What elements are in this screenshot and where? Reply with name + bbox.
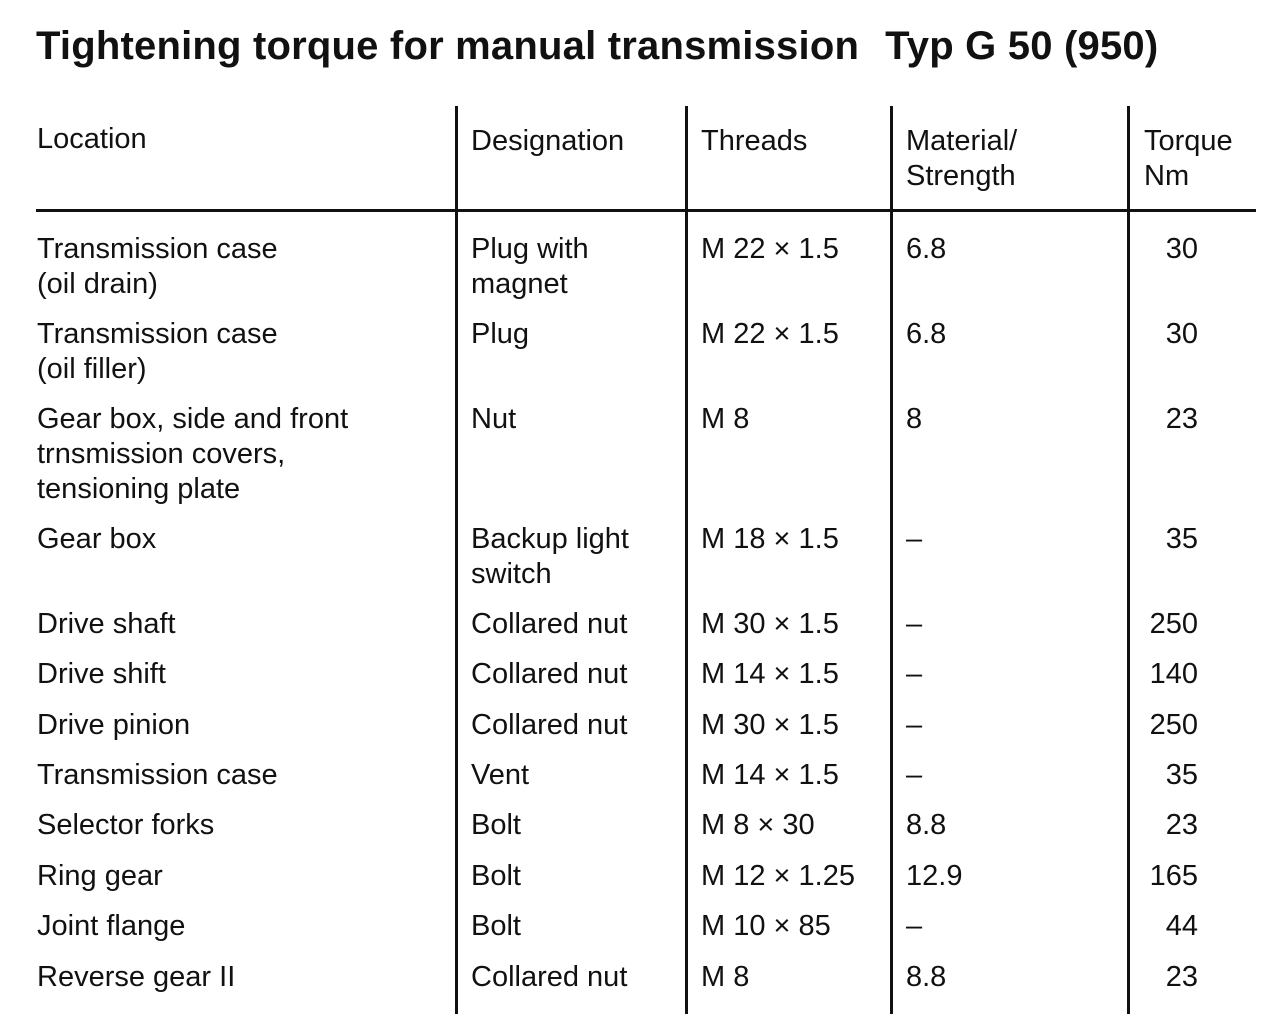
header-rule [36, 209, 1256, 212]
cell-location: Selector forks [37, 809, 215, 841]
title-main: Tightening torque for manual transmission [36, 24, 860, 68]
cell-threads: M 14 × 1.5 [701, 658, 839, 690]
column-divider [890, 106, 893, 1014]
cell-designation: Plug with magnet [471, 233, 589, 300]
column-divider [455, 106, 458, 1014]
cell-location: Drive shift [37, 658, 166, 690]
cell-torque: 30 [1165, 318, 1198, 350]
cell-location: Transmission case (oil filler) [37, 318, 278, 385]
cell-threads: M 30 × 1.5 [701, 709, 839, 741]
cell-material: – [906, 523, 923, 555]
cell-location: Gear box [37, 523, 157, 555]
cell-location: Drive shaft [37, 608, 176, 640]
cell-torque: 35 [1165, 523, 1198, 555]
cell-designation: Bolt [471, 910, 521, 942]
cell-torque: 250 [1149, 709, 1198, 741]
cell-torque: 250 [1149, 608, 1198, 640]
cell-threads: M 8 × 30 [701, 809, 815, 841]
cell-threads: M 10 × 85 [701, 910, 831, 942]
cell-threads: M 30 × 1.5 [701, 608, 839, 640]
page-title [36, 24, 1158, 69]
cell-threads: M 12 × 1.25 [701, 860, 855, 892]
column-divider [1127, 106, 1130, 1014]
cell-location: Gear box, side and front trnsmission covers, tensioning plate [37, 403, 349, 505]
column-divider [685, 106, 688, 1014]
cell-threads: M 8 [701, 403, 750, 435]
cell-designation: Bolt [471, 860, 521, 892]
cell-torque: 140 [1149, 658, 1198, 690]
cell-material: 8.8 [906, 961, 947, 993]
header-location: Location [37, 123, 147, 155]
cell-threads: M 14 × 1.5 [701, 759, 839, 791]
cell-designation: Collared nut [471, 608, 628, 640]
cell-designation: Backup light switch [471, 523, 629, 590]
cell-torque: 23 [1165, 403, 1198, 435]
cell-designation: Collared nut [471, 709, 628, 741]
cell-designation: Vent [471, 759, 530, 791]
cell-designation: Nut [471, 403, 517, 435]
cell-torque: 35 [1165, 759, 1198, 791]
cell-torque: 30 [1165, 233, 1198, 265]
cell-designation: Bolt [471, 809, 521, 841]
cell-location: Transmission case [37, 759, 278, 791]
cell-location: Joint flange [37, 910, 186, 942]
cell-threads: M 18 × 1.5 [701, 523, 839, 555]
cell-designation: Collared nut [471, 961, 628, 993]
cell-material: 12.9 [906, 860, 963, 892]
header-threads: Threads [701, 125, 808, 157]
header-torque: Torque Nm [1144, 125, 1233, 192]
cell-material: – [906, 910, 923, 942]
cell-threads: M 22 × 1.5 [701, 318, 839, 350]
header-material: Material/ Strength [906, 125, 1018, 192]
cell-location: Ring gear [37, 860, 163, 892]
cell-material: – [906, 658, 923, 690]
cell-designation: Plug [471, 318, 530, 350]
title-model: Typ G 50 (950) [885, 24, 1159, 68]
cell-torque: 44 [1165, 910, 1198, 942]
cell-material: – [906, 759, 923, 791]
cell-location: Reverse gear II [37, 961, 236, 993]
cell-threads: M 8 [701, 961, 750, 993]
cell-material: 6.8 [906, 318, 947, 350]
header-designation: Designation [471, 125, 625, 157]
cell-torque: 165 [1149, 860, 1198, 892]
cell-material: – [906, 608, 923, 640]
cell-location: Drive pinion [37, 709, 191, 741]
cell-material: 8 [906, 403, 923, 435]
cell-torque: 23 [1165, 961, 1198, 993]
cell-threads: M 22 × 1.5 [701, 233, 839, 265]
cell-material: 6.8 [906, 233, 947, 265]
cell-torque: 23 [1165, 809, 1198, 841]
cell-material: – [906, 709, 923, 741]
cell-designation: Collared nut [471, 658, 628, 690]
cell-material: 8.8 [906, 809, 947, 841]
cell-location: Transmission case (oil drain) [37, 233, 278, 300]
